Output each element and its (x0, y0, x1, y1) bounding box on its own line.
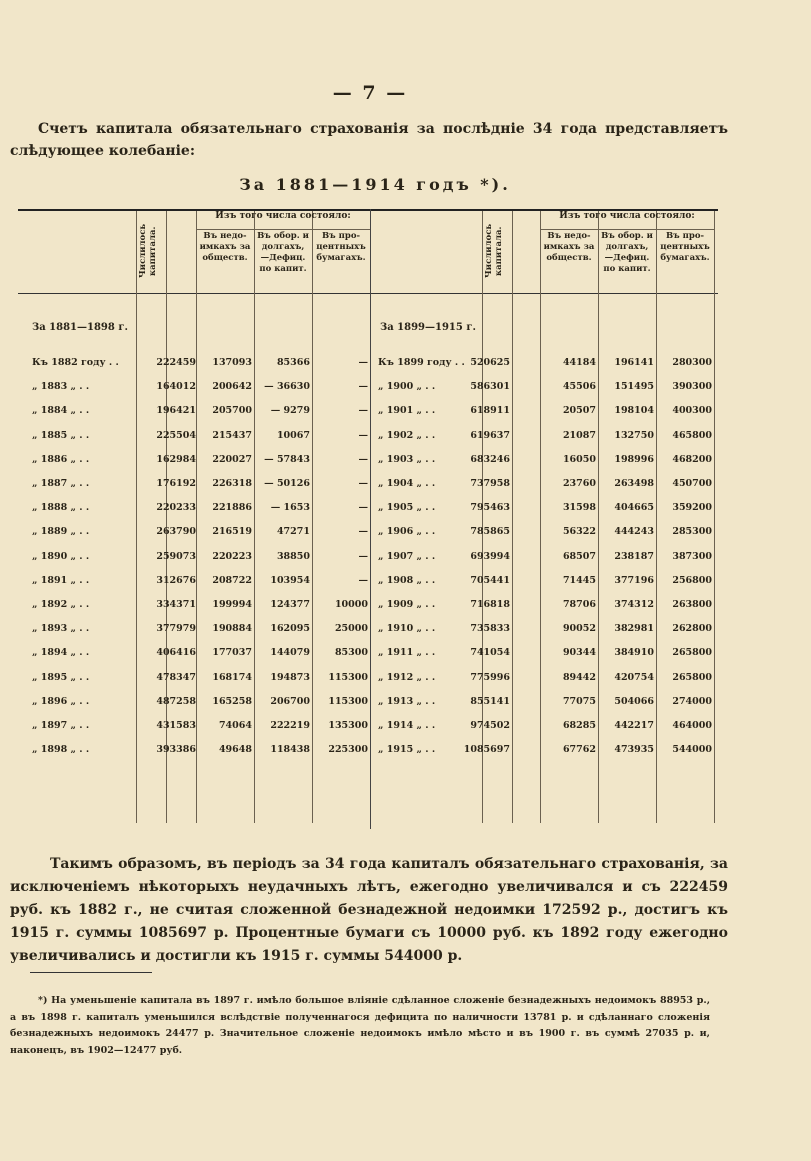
cell-year: „ 1913 „ . . (378, 695, 436, 707)
cell-sec: 85300 (334, 647, 368, 659)
cell-sec: — (358, 550, 368, 562)
cell-year: „ 1907 „ . . (378, 550, 436, 562)
cell-year: „ 1889 „ . . (32, 526, 90, 538)
cell-year: „ 1902 „ . . (378, 429, 436, 441)
cell-arrears: 16050 (562, 453, 596, 465)
cell-total: 693994 (470, 550, 510, 562)
cell-circ: 222219 (270, 720, 310, 731)
cell-sec: 544000 (672, 744, 712, 756)
table-row (18, 744, 718, 768)
cell-sec: — (358, 429, 368, 441)
cell-total: 775996 (470, 671, 510, 683)
cell-total: 735833 (470, 623, 510, 635)
cell-sec: — (358, 478, 368, 489)
cell-circ: 198104 (614, 405, 654, 417)
cell-total: 716818 (470, 599, 510, 610)
cell-total: 196421 (156, 405, 196, 417)
cell-circ: — 1653 (270, 502, 310, 514)
cell-arrears: 74064 (218, 720, 252, 731)
cell-total: 377979 (156, 623, 196, 635)
cell-year: „ 1904 „ . . (378, 478, 436, 489)
cell-sec: 465800 (672, 429, 712, 441)
cell-arrears: 205700 (212, 405, 252, 417)
cell-circ: 377196 (614, 574, 654, 586)
header-circulation: Въ обор. и долгахъ, —Дефиц. по капит. (257, 231, 309, 274)
cell-circ: 404665 (614, 502, 654, 514)
cell-circ: — 9279 (270, 405, 310, 417)
cell-circ: 444243 (614, 526, 654, 538)
cell-total: 705441 (470, 574, 510, 586)
header-securities: Въ про-центныхъ бумагахъ. (660, 231, 710, 263)
cell-sec: 274000 (672, 695, 712, 707)
cell-total: 263790 (156, 526, 196, 538)
header-numbered: Числилось капитала. (138, 223, 158, 279)
table-row (18, 405, 718, 429)
cell-sec: 400300 (672, 405, 712, 417)
cell-circ: 103954 (270, 574, 310, 586)
cell-year: „ 1894 „ . . (32, 647, 90, 659)
cell-total: 334371 (156, 599, 196, 610)
header-securities: Въ про-центныхъ бумагахъ. (316, 231, 366, 263)
cell-year: „ 1887 „ . . (32, 478, 90, 489)
cell-sec: — (358, 405, 368, 417)
cell-sec: 265800 (672, 647, 712, 659)
cell-total: 431583 (156, 720, 196, 731)
cell-arrears: 78706 (562, 599, 596, 610)
cell-year: Къ 1899 году . . (378, 357, 465, 368)
cell-year: „ 1896 „ . . (32, 695, 90, 707)
cell-circ: 151495 (614, 381, 654, 393)
cell-year: „ 1903 „ . . (378, 453, 436, 465)
table-row (18, 623, 718, 647)
cell-sec: 285300 (672, 526, 712, 538)
header-of-which: Изъ того числа состояло: (540, 211, 714, 230)
cell-total: 618911 (470, 405, 510, 417)
cell-circ: 374312 (614, 599, 654, 610)
cell-circ: 85366 (276, 357, 310, 368)
cell-year: „ 1892 „ . . (32, 599, 90, 610)
table-row (18, 357, 718, 381)
period-title: За 1881—1914 годъ *). (239, 175, 511, 194)
cell-total: 478347 (156, 671, 196, 683)
cell-year: „ 1885 „ . . (32, 429, 90, 441)
cell-year: „ 1886 „ . . (32, 453, 90, 465)
footnote-rule (30, 972, 152, 973)
cell-arrears: 200642 (212, 381, 252, 393)
cell-circ: 198996 (614, 453, 654, 465)
table-row (18, 551, 718, 575)
cell-year: „ 1891 „ . . (32, 574, 90, 586)
cell-year: „ 1914 „ . . (378, 720, 436, 731)
header-numbered: Числилось капитала. (484, 223, 504, 279)
cell-total: 737958 (470, 478, 510, 489)
header-arrears: Въ недо-имкахъ за обществ. (199, 231, 251, 263)
cell-sec: 10000 (334, 599, 368, 610)
cell-arrears: 71445 (562, 574, 596, 586)
cell-circ: 144079 (270, 647, 310, 659)
cell-circ: 194873 (270, 671, 310, 683)
cell-total: 222459 (156, 357, 196, 368)
cell-sec: 256800 (672, 574, 712, 586)
cell-year: „ 1888 „ . . (32, 502, 90, 514)
cell-year: „ 1893 „ . . (32, 623, 90, 635)
cell-arrears: 177037 (212, 647, 252, 659)
cell-sec: 115300 (328, 695, 368, 707)
cell-arrears: 21087 (562, 429, 596, 441)
cell-arrears: 31598 (562, 502, 596, 514)
cell-total: 1085697 (463, 744, 510, 756)
cell-arrears: 89442 (562, 671, 596, 683)
cell-total: 220233 (156, 502, 196, 514)
table-row (18, 381, 718, 405)
cell-total: 393386 (156, 744, 196, 756)
table-row (18, 599, 718, 623)
cell-sec: — (358, 453, 368, 465)
cell-circ: 118438 (270, 744, 310, 756)
cell-sec: — (358, 357, 368, 368)
cell-arrears: 45506 (562, 381, 596, 393)
summary-paragraph: Такимъ образомъ, въ періодъ за 34 года капиталъ обязательнаго страхованія, за исключеніемъ нѣкоторыхъ неудачныхъ лѣтъ, ежегодно увеличивался и съ 222459 руб. къ 1882 г., не считая сложенной безнадежной недоимки 172592 р., достигъ къ 1915 г. суммы 1085697 р. Процентные бумаги съ 10000 руб. къ 1892 году ежегодно увеличивались и достигли къ 1915 г. суммы 544000 р. (10, 856, 728, 964)
cell-circ: 384910 (614, 647, 654, 659)
cell-total: 259073 (156, 550, 196, 562)
cell-year: „ 1915 „ . . (378, 744, 436, 756)
table-header-rule (18, 293, 718, 294)
cell-year: „ 1912 „ . . (378, 671, 436, 683)
cell-total: 619637 (470, 429, 510, 441)
table-row (18, 696, 718, 720)
cell-sec: 450700 (672, 478, 712, 489)
cell-sec: 468200 (672, 453, 712, 465)
cell-year: „ 1897 „ . . (32, 720, 90, 731)
cell-sec: 359200 (672, 502, 712, 514)
cell-sec: 25000 (334, 623, 368, 635)
cell-arrears: 216519 (212, 526, 252, 538)
cell-sec: 464000 (672, 720, 712, 731)
cell-arrears: 199994 (212, 599, 252, 610)
cell-circ: 504066 (614, 695, 654, 707)
cell-sec: — (358, 526, 368, 538)
cell-total: 164012 (156, 381, 196, 393)
cell-circ: 206700 (270, 695, 310, 707)
cell-total: 683246 (470, 453, 510, 465)
table-row (18, 647, 718, 671)
right-section-label: За 1899—1915 г. (380, 322, 476, 333)
cell-circ: 196141 (614, 357, 654, 368)
cell-arrears: 208722 (212, 574, 252, 586)
header-arrears: Въ недо-имкахъ за обществ. (543, 231, 595, 263)
table-row (18, 454, 718, 478)
cell-total: 176192 (156, 478, 196, 489)
cell-year: „ 1910 „ . . (378, 623, 436, 635)
cell-arrears: 190884 (212, 623, 252, 635)
left-section-label: За 1881—1898 г. (32, 322, 128, 333)
cell-circ: 382981 (614, 623, 654, 635)
cell-total: 586301 (470, 381, 510, 393)
cell-sec: 115300 (328, 671, 368, 683)
cell-arrears: 221886 (212, 502, 252, 514)
cell-total: 162984 (156, 453, 196, 465)
cell-arrears: 220027 (212, 453, 252, 465)
cell-circ: 132750 (614, 429, 654, 441)
cell-circ: 238187 (614, 550, 654, 562)
cell-arrears: 226318 (212, 478, 252, 489)
cell-year: „ 1909 „ . . (378, 599, 436, 610)
cell-circ: 420754 (614, 671, 654, 683)
header-of-which: Изъ того числа состояло: (196, 211, 370, 230)
cell-year: „ 1901 „ . . (378, 405, 436, 417)
cell-arrears: 165258 (212, 695, 252, 707)
cell-year: „ 1908 „ . . (378, 574, 436, 586)
header-circulation: Въ обор. и долгахъ, —Дефиц. по капит. (601, 231, 653, 274)
cell-year: Къ 1882 году . . (32, 357, 119, 368)
cell-year: „ 1895 „ . . (32, 671, 90, 683)
table-row (18, 720, 718, 744)
cell-sec: 387300 (672, 550, 712, 562)
cell-arrears: 23760 (562, 478, 596, 489)
cell-sec: 265800 (672, 671, 712, 683)
cell-sec: 225300 (328, 744, 368, 756)
cell-circ: 10067 (276, 429, 310, 441)
table-row (18, 575, 718, 599)
cell-total: 225504 (156, 429, 196, 441)
cell-total: 487258 (156, 695, 196, 707)
cell-circ: 473935 (614, 744, 654, 756)
cell-total: 312676 (156, 574, 196, 586)
cell-circ: — 36630 (264, 381, 310, 393)
cell-year: „ 1911 „ . . (378, 647, 436, 659)
cell-arrears: 68507 (562, 550, 596, 562)
cell-sec: — (358, 381, 368, 393)
cell-circ: 442217 (614, 720, 654, 731)
cell-arrears: 215437 (212, 429, 252, 441)
cell-total: 520625 (470, 357, 510, 368)
cell-circ: — 50126 (264, 478, 310, 489)
cell-sec: 135300 (328, 720, 368, 731)
capital-table (18, 209, 718, 829)
cell-arrears: 44184 (562, 357, 596, 368)
cell-circ: 263498 (614, 478, 654, 489)
cell-arrears: 20507 (562, 405, 596, 417)
cell-year: „ 1906 „ . . (378, 526, 436, 538)
cell-arrears: 90052 (562, 623, 596, 635)
intro-paragraph: Счетъ капитала обязательнаго страхованія за послѣдніе 34 года представляетъ слѣдующее колебаніе: (10, 121, 728, 159)
cell-total: 974502 (470, 720, 510, 731)
cell-circ: — 57843 (264, 453, 310, 465)
cell-sec: 263800 (672, 599, 712, 610)
cell-arrears: 68285 (562, 720, 596, 731)
cell-arrears: 49648 (218, 744, 252, 756)
cell-sec: 280300 (672, 357, 712, 368)
cell-year: „ 1884 „ . . (32, 405, 90, 417)
cell-total: 785865 (470, 526, 510, 538)
cell-total: 855141 (470, 695, 510, 707)
cell-year: „ 1890 „ . . (32, 550, 90, 562)
cell-arrears: 56322 (562, 526, 596, 538)
cell-circ: 38850 (276, 550, 310, 562)
cell-year: „ 1905 „ . . (378, 502, 436, 514)
cell-total: 795463 (470, 502, 510, 514)
cell-arrears: 220223 (212, 550, 252, 562)
table-row (18, 502, 718, 526)
cell-year: „ 1900 „ . . (378, 381, 436, 393)
table-row (18, 672, 718, 696)
table-row (18, 478, 718, 502)
cell-year: „ 1898 „ . . (32, 744, 90, 756)
cell-arrears: 77075 (562, 695, 596, 707)
page-number: — 7 — (332, 82, 408, 104)
cell-total: 741054 (470, 647, 510, 659)
cell-sec: 390300 (672, 381, 712, 393)
cell-arrears: 67762 (562, 744, 596, 756)
cell-sec: 262800 (672, 623, 712, 635)
cell-circ: 162095 (270, 623, 310, 635)
table-row (18, 526, 718, 550)
cell-circ: 47271 (276, 526, 310, 538)
cell-total: 406416 (156, 647, 196, 659)
cell-sec: — (358, 502, 368, 514)
table-row (18, 430, 718, 454)
footnote: *) На уменьшеніе капитала въ 1897 г. имѣло большое вліяніе сдѣланное сложеніе безнадежныхъ недоимокъ 88953 р., а въ 1898 г. капиталъ уменьшился вслѣдствіе полученнагося дефицита по наличности 13781 р. и сдѣланнаго сложенія безнадежныхъ недоимокъ 24477 р. Значительное сложеніе недоимокъ имѣло мѣсто и въ 1900 г. въ суммѣ 27035 р. и, наконецъ, въ 1902—12477 руб. (10, 995, 710, 1056)
cell-year: „ 1883 „ . . (32, 381, 90, 393)
cell-arrears: 90344 (562, 647, 596, 659)
cell-arrears: 137093 (212, 357, 252, 368)
cell-circ: 124377 (270, 599, 310, 610)
cell-sec: — (358, 574, 368, 586)
cell-arrears: 168174 (212, 671, 252, 683)
